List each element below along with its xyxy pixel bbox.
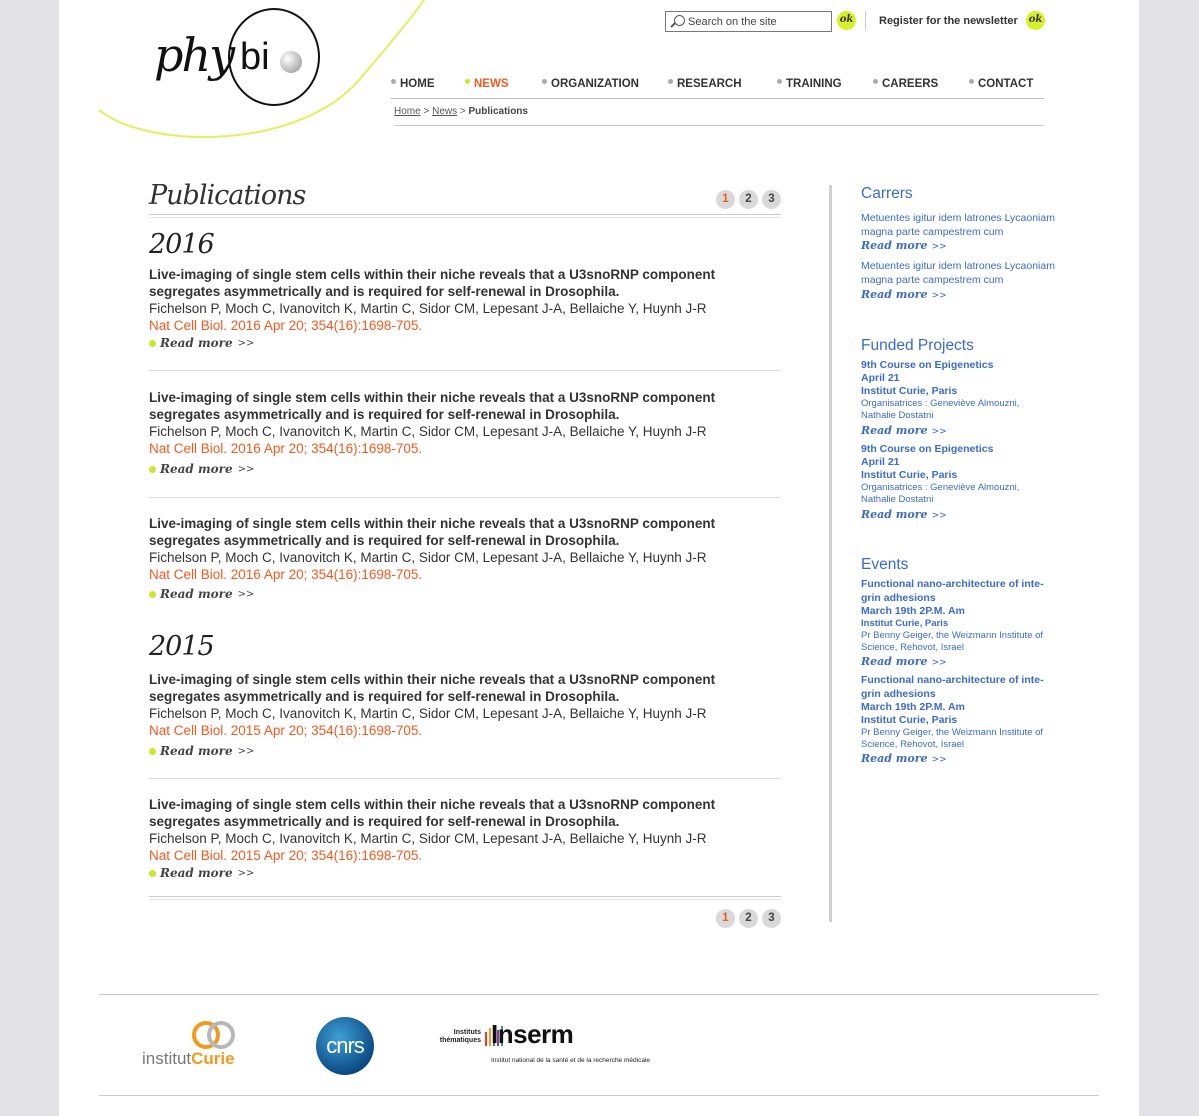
search-input[interactable]: [688, 16, 828, 28]
read-more-link[interactable]: Read more >>: [861, 239, 947, 252]
publication-item: [149, 671, 781, 758]
inserm-name: Inserm: [491, 1019, 574, 1049]
main-nav: [391, 78, 1044, 99]
pagination-bottom: [716, 909, 781, 928]
divider: [149, 497, 781, 498]
page-title: Publications: [149, 180, 306, 211]
bullet-icon: [465, 79, 470, 84]
publication-item: [149, 796, 781, 880]
pub-authors: Fichelson P, Moch C, Ivanovitch K, Martin C, Sidor CM, Lepesant J-A, Bellaiche Y, Huynh J-R: [149, 301, 707, 316]
funded-date: April 21: [861, 456, 900, 468]
read-more-link[interactable]: Read more >>: [861, 752, 947, 765]
pub-journal: Nat Cell Biol. 2016 Apr 20; 354(16):1698-705.: [149, 441, 423, 456]
bullet-icon: [969, 79, 974, 84]
search-box: [665, 11, 832, 32]
funded-date: April 21: [861, 372, 900, 384]
pub-journal: Nat Cell Biol. 2016 Apr 20; 354(16):1698-705.: [149, 318, 423, 333]
read-more-link[interactable]: Read more >>: [861, 288, 947, 301]
read-more-link[interactable]: Read more >>: [149, 744, 781, 758]
funded-title[interactable]: 9th Course on Epigenetics: [861, 359, 994, 371]
event-title[interactable]: Functional nano-architecture of inte-grin adhesions: [861, 674, 1044, 700]
read-more-link[interactable]: Read more >>: [861, 655, 947, 668]
funded-place: Institut Curie, Paris: [861, 469, 958, 481]
publication-item: [149, 515, 781, 601]
pub-title: Live-imaging of single stem cells within their niche reveals that a U3snoRNP component segregates asymmetrically and is required for self-renewal in Drosophila.: [149, 516, 716, 548]
nav-research[interactable]: RESEARCH: [668, 78, 742, 90]
pub-title: Live-imaging of single stem cells within their niche reveals that a U3snoRNP component segregates asymmetrically and is required for self-renewal in Drosophila.: [149, 797, 716, 829]
inserm-logo[interactable]: [421, 1019, 650, 1075]
inserm-instituts: Instituts thématiques: [439, 1029, 481, 1044]
page-3-button[interactable]: 3: [762, 190, 781, 209]
logo-ball-icon: [280, 51, 302, 73]
nav-home[interactable]: HOME: [391, 78, 435, 90]
event-speaker: Pr Benny Geiger, the Weizmann Institute of Science, Rehovot, Israel: [861, 727, 1044, 750]
divider: [149, 370, 781, 371]
breadcrumb-current: Publications: [468, 106, 528, 117]
funded-place: Institut Curie, Paris: [861, 385, 958, 397]
page-2-button[interactable]: 2: [739, 909, 758, 928]
read-more-link[interactable]: Read more >>: [861, 508, 947, 521]
pub-title: Live-imaging of single stem cells within their niche reveals that a U3snoRNP component segregates asymmetrically and is required for self-renewal in Drosophila.: [149, 672, 716, 704]
carrer-text: Metuentes igitur idem latrones Lycaoniam magna parte campestrem cum: [861, 260, 1055, 286]
pub-authors: Fichelson P, Moch C, Ivanovitch K, Martin C, Sidor CM, Lepesant J-A, Bellaiche Y, Huynh J-R: [149, 424, 707, 439]
bullet-icon: [149, 591, 156, 598]
nav-training[interactable]: TRAINING: [777, 78, 842, 90]
bullet-icon: [149, 466, 156, 473]
pub-journal: Nat Cell Biol. 2015 Apr 20; 354(16):1698-705.: [149, 723, 423, 738]
site-logo[interactable]: [154, 8, 324, 108]
pub-authors: Fichelson P, Moch C, Ivanovitch K, Martin C, Sidor CM, Lepesant J-A, Bellaiche Y, Huynh J-R: [149, 706, 707, 721]
cnrs-logo[interactable]: cnrs: [316, 1017, 374, 1075]
bullet-icon: [149, 748, 156, 755]
bullet-icon: [668, 79, 673, 84]
read-more-link[interactable]: Read more >>: [149, 462, 781, 476]
read-more-link[interactable]: Read more >>: [149, 587, 781, 601]
funded-title[interactable]: 9th Course on Epigenetics: [861, 443, 994, 455]
search-icon: [666, 12, 688, 31]
year-heading: 2016: [149, 229, 214, 260]
pub-journal: Nat Cell Biol. 2015 Apr 20; 354(16):1698-705.: [149, 848, 423, 863]
pub-authors: Fichelson P, Moch C, Ivanovitch K, Martin C, Sidor CM, Lepesant J-A, Bellaiche Y, Huynh J-R: [149, 550, 707, 565]
newsletter-link[interactable]: Register for the newsletter: [879, 15, 1018, 27]
bullet-icon: [391, 79, 396, 84]
bullet-icon: [777, 79, 782, 84]
event-speaker: Pr Benny Geiger, the Weizmann Institute of Science, Rehovot, Israel: [861, 630, 1044, 653]
sidebar-heading-carrers: Carrers: [861, 185, 913, 202]
event-date: March 19th 2P.M. Am: [861, 701, 965, 713]
logo-phy: phy: [154, 28, 234, 82]
bullet-icon: [149, 340, 156, 347]
bullet-icon: [542, 79, 547, 84]
page-1-button[interactable]: 1: [716, 190, 735, 209]
page-2-button[interactable]: 2: [739, 190, 758, 209]
page-3-button[interactable]: 3: [762, 909, 781, 928]
footer: [99, 994, 1099, 1096]
pub-title: Live-imaging of single stem cells within their niche reveals that a U3snoRNP component segregates asymmetrically and is required for self-renewal in Drosophila.: [149, 390, 716, 422]
divider: [149, 778, 781, 779]
publications-main: [149, 180, 781, 924]
pub-authors: Fichelson P, Moch C, Ivanovitch K, Martin C, Sidor CM, Lepesant J-A, Bellaiche Y, Huynh J-R: [149, 831, 707, 846]
bullet-icon: [149, 870, 156, 877]
nav-contact[interactable]: CONTACT: [969, 78, 1033, 90]
title-row: [149, 180, 781, 215]
breadcrumb-news[interactable]: News: [432, 106, 458, 117]
breadcrumb: Home > News > Publications: [394, 106, 1044, 126]
event-place: Institut Curie, Paris: [861, 714, 958, 726]
sidebar-heading-events: Events: [861, 556, 909, 573]
curie-ring-icon: [207, 1021, 235, 1049]
pub-title: Live-imaging of single stem cells within their niche reveals that a U3snoRNP component segregates asymmetrically and is required for self-renewal in Drosophila.: [149, 267, 716, 299]
nav-news[interactable]: NEWS: [465, 78, 509, 90]
carrer-text: Metuentes igitur idem latrones Lycaoniam magna parte campestrem cum: [861, 212, 1055, 238]
year-heading: 2015: [149, 631, 214, 662]
funded-org: Organisatrices : Geneviève Almouzni, Nathalie Dostatni: [861, 482, 1020, 505]
funded-org: Organisatrices : Geneviève Almouzni, Nathalie Dostatni: [861, 398, 1020, 421]
event-place: Institut Curie, Paris: [861, 618, 949, 629]
institut-curie-logo[interactable]: institutCurie: [142, 1019, 242, 1071]
page: [59, 0, 1139, 1116]
header-divider: [865, 11, 866, 31]
publication-item: [149, 389, 781, 476]
sidebar-heading-funded: Funded Projects: [861, 337, 974, 354]
nav-organization[interactable]: ORGANIZATION: [542, 78, 639, 90]
event-title[interactable]: Functional nano-architecture of inte-grin adhesions: [861, 578, 1044, 604]
pub-journal: Nat Cell Biol. 2016 Apr 20; 354(16):1698-705.: [149, 567, 423, 582]
event-date: March 19th 2P.M. Am: [861, 605, 965, 617]
column-divider: [829, 185, 832, 922]
search-ok-button[interactable]: ok: [837, 11, 856, 30]
nav-careers[interactable]: CAREERS: [873, 78, 938, 90]
read-more-link[interactable]: Read more >>: [149, 866, 781, 880]
bullet-icon: [873, 79, 878, 84]
inserm-subtitle: Institut national de la santé et de la recherche médicale: [491, 1057, 650, 1064]
publication-item: [149, 266, 781, 350]
logo-bi: bi: [240, 36, 270, 78]
read-more-link[interactable]: Read more >>: [861, 424, 947, 437]
read-more-link[interactable]: Read more >>: [149, 336, 781, 350]
newsletter-ok-button[interactable]: ok: [1026, 11, 1045, 30]
divider: [149, 896, 781, 897]
breadcrumb-home[interactable]: Home: [394, 106, 421, 117]
page-1-button[interactable]: 1: [716, 909, 735, 928]
pagination-top: [716, 190, 781, 209]
